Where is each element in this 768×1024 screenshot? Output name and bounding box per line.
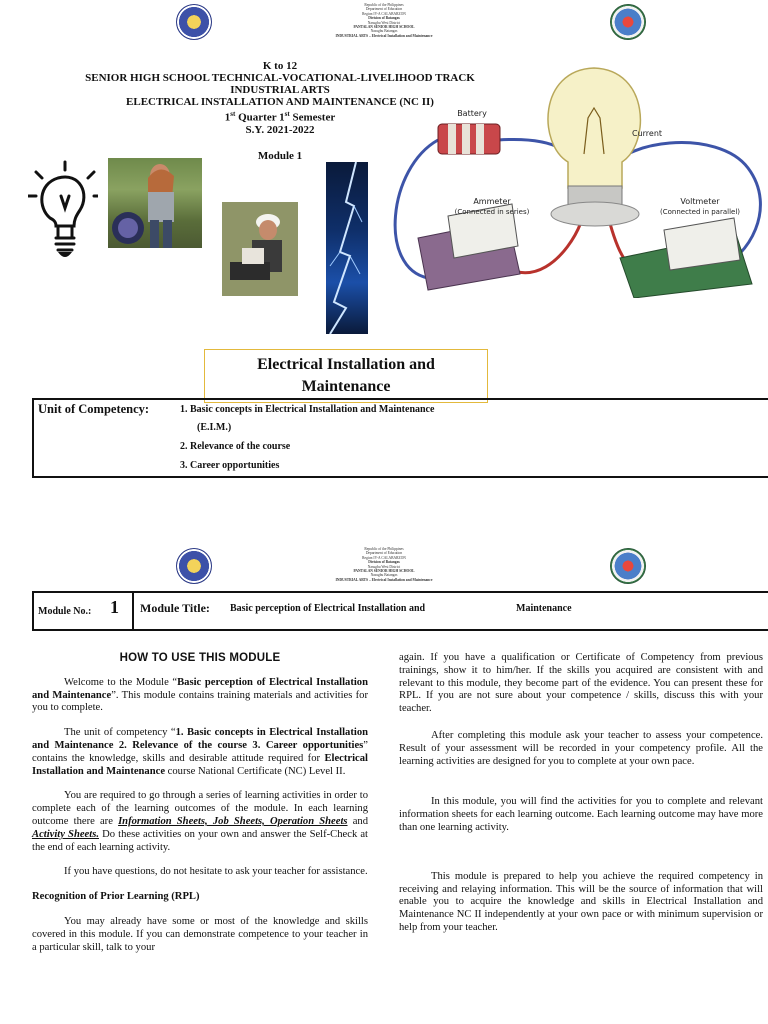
rpl-heading: Recognition of Prior Learning (RPL) xyxy=(32,891,200,903)
paragraph-purpose: This module is prepared to help you achieve the required competency in receiving and relaying information. This will be the source of information that will enable you to acquire the knowledge and skills in Electrical Installation and Maintenance NC II independently at your own pace or with minimum supervision or help from your teacher. xyxy=(399,870,763,933)
paragraph-assessment: After completing this module ask your teacher to assess your competence. Result of your assessment will be recorded in your competency profile. All the learning activities are designed for you to complete at your own pace. xyxy=(399,729,763,767)
module-number-cell xyxy=(34,593,134,629)
module-title-label: Module Title: xyxy=(140,601,210,615)
voltmeter-note: (Connected in parallel) xyxy=(659,208,741,216)
paragraph-rpl-continued: again. If you have a qualification or Certificate of Competency from previous trainings, show it to him/her. If the skills you acquired are consistent with and relevant to this module, they become part of the evidence. You can present these for RPL. If you are not sure about your competence / skills, discuss this with your teacher. xyxy=(399,652,763,715)
deped-seal xyxy=(176,4,212,40)
module-label: Module 1 xyxy=(257,150,303,162)
module-number-value: 1 xyxy=(110,597,119,617)
ammeter-label: Ammeter xyxy=(473,197,511,206)
module-number-label: Module No.: xyxy=(38,606,92,617)
uoc-item-3: 3. Career opportunities xyxy=(180,460,280,471)
paragraph-welcome: Welcome to the Module “Basic perception of Electrical Installation and Maintenance”. This module contains training materials and activities for you to complete. xyxy=(32,676,368,714)
module-title-value-2: Maintenance xyxy=(516,603,572,614)
page2-header-text: Republic of the Philippines Department of Education Region IV-A CALABARZON Division of Batangas Nasugbu West District PANTALAN SENIOR HIGH SCHOOL Nasugbu Batangas INDUSTRIAL ARTS – Electrical Installation and Maintenance xyxy=(335,547,433,582)
unit-of-competency-box xyxy=(32,398,768,478)
paragraph-questions: If you have questions, do not hesitate to ask your teacher for assistance. xyxy=(64,866,368,878)
uoc-item-1b: (E.I.M.) xyxy=(197,422,232,433)
module-info-row xyxy=(32,591,768,631)
current-label: Current xyxy=(632,129,663,138)
page1-header-text: Republic of the Philippines Department of Education Region IV-A CALABARZON Division of Batangas Nasugbu West District PANTALAN SENIOR HIGH SCHOOL Nasugbu Batangas INDUSTRIAL ARTS – Electrical Installation and Maintenance xyxy=(335,3,433,38)
voltmeter-label: Voltmeter xyxy=(680,197,720,206)
uoc-item-2: 2. Relevance of the course xyxy=(180,441,291,452)
paragraph-rpl: You may already have some or most of the knowledge and skills covered in this module. If you can demonstrate competence to your teacher in a particular skill, talk to your xyxy=(32,915,368,953)
electrician-photo xyxy=(222,202,298,296)
ammeter-note: (Connected in series) xyxy=(454,208,530,216)
right-column xyxy=(399,652,763,947)
battery-label: Battery xyxy=(457,109,487,118)
school-seal xyxy=(610,4,646,40)
lightbulb-icon xyxy=(28,160,98,264)
left-column xyxy=(32,652,368,966)
uoc-label: Unit of Competency: xyxy=(38,402,150,416)
module-title-value: Basic perception of Electrical Installation and xyxy=(230,603,426,614)
school-seal-2 xyxy=(610,548,646,584)
title-block: K to 12 SENIOR HIGH SCHOOL TECHNICAL-VOCATIONAL-LIVELIHOOD TRACK INDUSTRIAL ARTS ELECTRICAL INSTALLATION AND MAINTENANCE (NC II) 1st Quarter 1st Semester S.Y. 2021-2022 xyxy=(60,60,500,136)
paragraph-unit-of-competency: The unit of competency “1. Basic concepts in Electrical Installation and Maintenance 2. Relevance of the course 3. Career opportunities” contains the knowledge, skills and desirable attitude required for Electrical Installation and Maintenance course National Certificate (NC) Level II. xyxy=(32,727,369,777)
circuit-diagram xyxy=(388,58,768,298)
uoc-item-1: 1. Basic concepts in Electrical Installation and Maintenance xyxy=(180,404,435,415)
quarter-semester-line: 1st Quarter 1st Semester xyxy=(224,110,336,124)
course-banner: Electrical Installation and Maintenance xyxy=(204,349,488,403)
paragraph-learning-activities: You are required to go through a series of learning activities in order to complete each of the learning outcomes of the module. In each learning outcome there are Information Sheets, Job Sheets, Operation Sheets and Activity Sheets. Do these activities on your own and answer the Self-Check at the end of each learning activity. xyxy=(32,790,368,853)
how-to-use-heading: HOW TO USE THIS MODULE xyxy=(119,652,281,664)
plasma-ball-photo xyxy=(108,158,202,248)
deped-seal-2 xyxy=(176,548,212,584)
lightning-photo xyxy=(326,162,368,334)
paragraph-activities: In this module, you will find the activities for you to complete and relevant information sheets for each learning outcome. Each learning outcome may have more than one learning activity. xyxy=(399,796,763,833)
